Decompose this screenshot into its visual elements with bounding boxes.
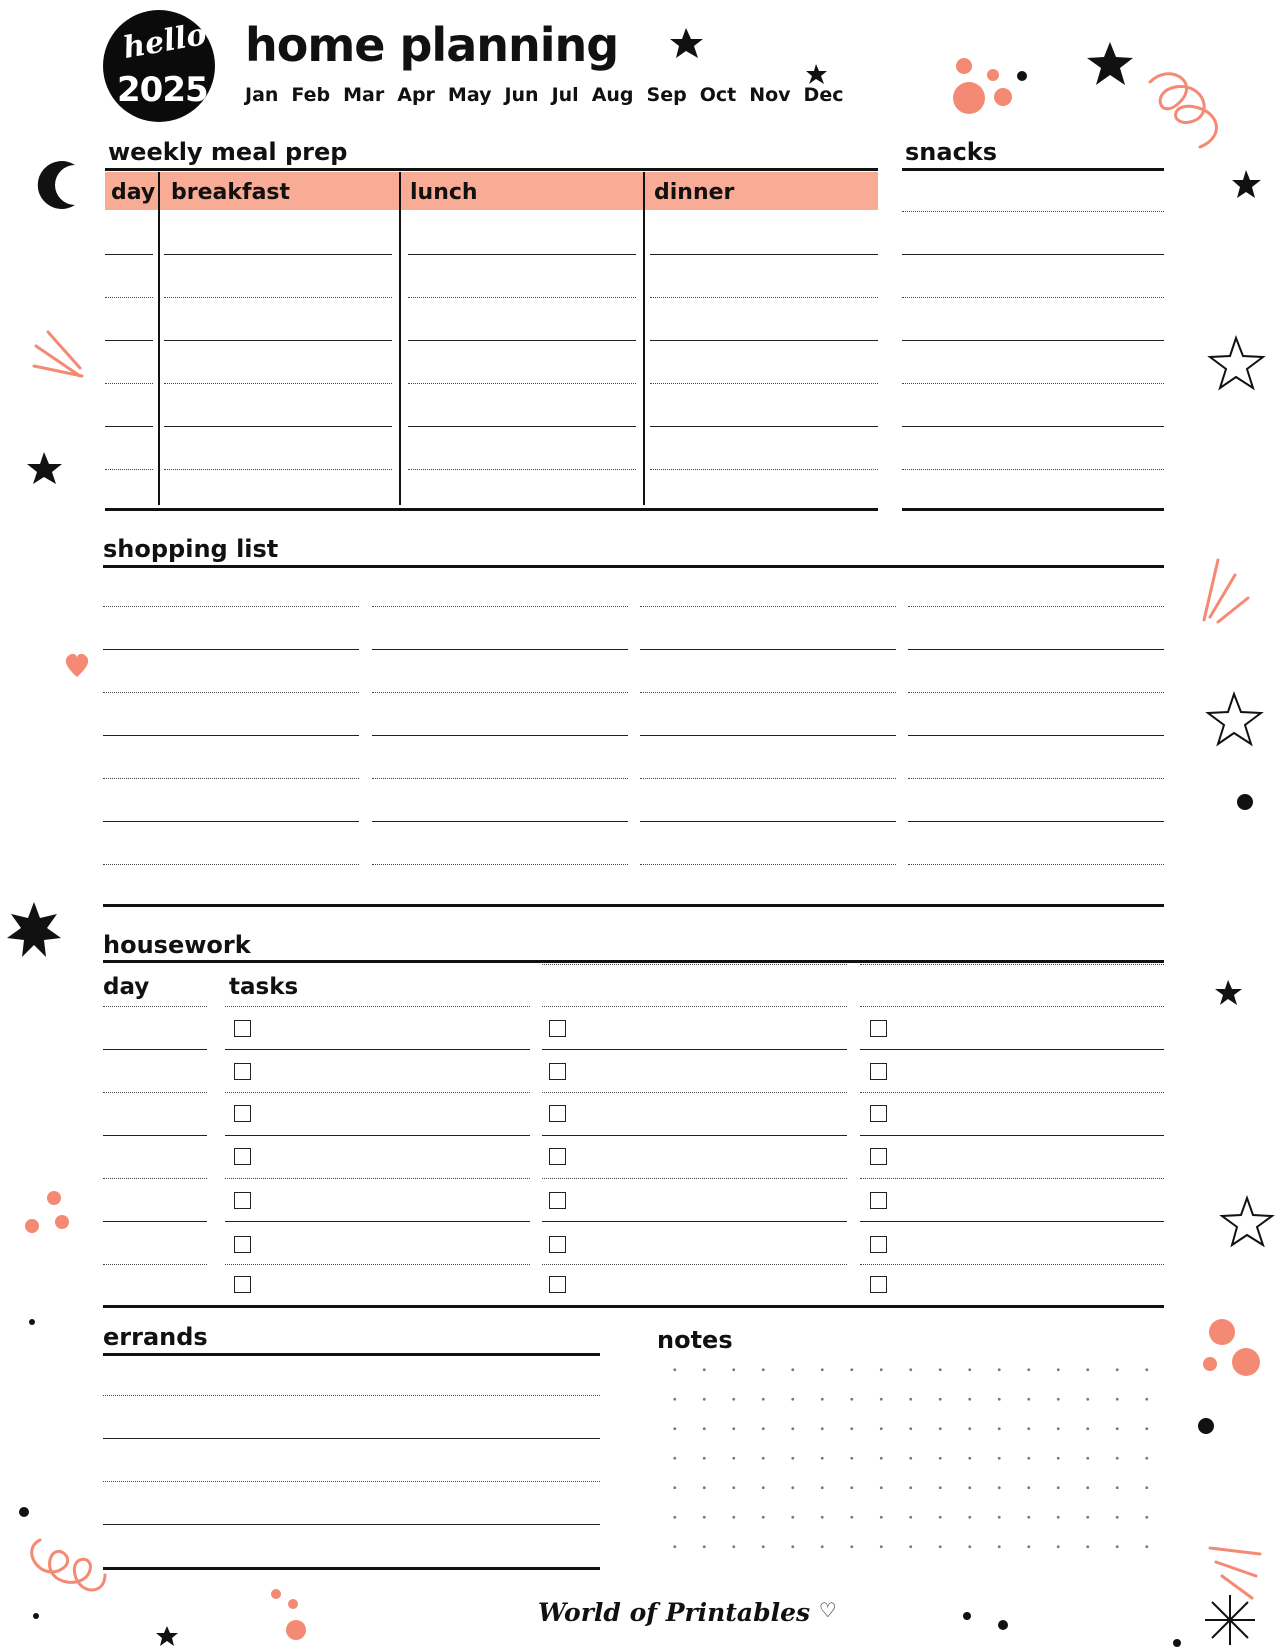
star-outline-icon xyxy=(1210,338,1263,388)
star-icon xyxy=(1215,980,1242,1005)
burst-icon xyxy=(1204,560,1248,622)
dot-icon xyxy=(19,1507,29,1517)
dot-icon xyxy=(1017,71,1027,81)
dot-icon xyxy=(953,82,985,114)
dot-icon xyxy=(994,88,1012,106)
month-may[interactable]: May xyxy=(447,84,492,106)
star-icon xyxy=(27,452,62,484)
star-icon xyxy=(670,28,703,58)
dot-icon xyxy=(25,1219,39,1233)
dot-icon xyxy=(288,1599,298,1609)
brand-text: World of Printables xyxy=(538,1598,811,1627)
star-icon xyxy=(1087,42,1133,85)
snacks-heading: snacks xyxy=(905,138,998,166)
meal-col-lunch: lunch xyxy=(410,180,478,205)
dot-icon xyxy=(29,1319,35,1325)
month-feb[interactable]: Feb xyxy=(291,84,331,106)
meal-prep-heading: weekly meal prep xyxy=(108,138,348,166)
month-mar[interactable]: Mar xyxy=(343,84,385,106)
dot-icon xyxy=(1203,1357,1217,1371)
star-outline-icon xyxy=(1222,1198,1272,1245)
errands-heading: errands xyxy=(103,1323,208,1351)
dot-icon xyxy=(998,1620,1008,1630)
dot-icon xyxy=(271,1589,281,1599)
month-dec[interactable]: Dec xyxy=(803,84,844,106)
dot-icon xyxy=(286,1620,306,1640)
star-icon xyxy=(1232,170,1261,198)
notes-heading: notes xyxy=(657,1326,733,1354)
month-sep[interactable]: Sep xyxy=(646,84,687,106)
dot-icon xyxy=(33,1613,39,1619)
dot-icon xyxy=(1198,1418,1214,1434)
spiky-star-icon xyxy=(7,902,61,957)
dot-icon xyxy=(956,58,972,74)
star-icon xyxy=(156,1626,178,1646)
burst-icon xyxy=(1210,1548,1260,1598)
logo-hello-text: hello xyxy=(120,16,210,67)
month-oct[interactable]: Oct xyxy=(699,84,737,106)
month-aug[interactable]: Aug xyxy=(591,84,634,106)
housework-tasks-label: tasks xyxy=(229,974,299,1000)
burst-icon xyxy=(34,332,82,376)
month-jul[interactable]: Jul xyxy=(551,84,579,106)
dot-icon xyxy=(47,1191,61,1205)
swirl-icon xyxy=(32,1540,105,1590)
meal-col-breakfast: breakfast xyxy=(171,180,291,205)
month-apr[interactable]: Apr xyxy=(397,84,435,106)
dot-icon xyxy=(963,1612,971,1620)
dot-icon xyxy=(1209,1319,1235,1345)
heart-icon xyxy=(66,654,88,677)
housework-day-label: day xyxy=(103,974,150,1000)
meal-col-dinner: dinner xyxy=(654,180,735,205)
housework-heading: housework xyxy=(103,931,251,959)
page-title: home planning xyxy=(245,18,619,72)
dot-icon xyxy=(1173,1639,1181,1647)
meal-col-day: day xyxy=(111,180,156,205)
star-outline-icon xyxy=(1208,694,1261,744)
month-nov[interactable]: Nov xyxy=(749,84,791,106)
sparkle-icon xyxy=(1205,1595,1255,1645)
dot-icon xyxy=(987,69,999,81)
month-jun[interactable]: Jun xyxy=(504,84,539,106)
dot-icon xyxy=(55,1215,69,1229)
logo-year-text: 2025 xyxy=(117,70,208,110)
shopping-heading: shopping list xyxy=(103,535,279,563)
dot-icon xyxy=(1237,794,1253,810)
month-jan[interactable]: Jan xyxy=(245,84,279,106)
star-icon xyxy=(806,64,827,84)
swirl-icon xyxy=(1150,74,1216,147)
dot-icon xyxy=(1232,1348,1260,1376)
moon-icon xyxy=(38,161,75,209)
heart-icon: ♡ xyxy=(818,1598,837,1622)
